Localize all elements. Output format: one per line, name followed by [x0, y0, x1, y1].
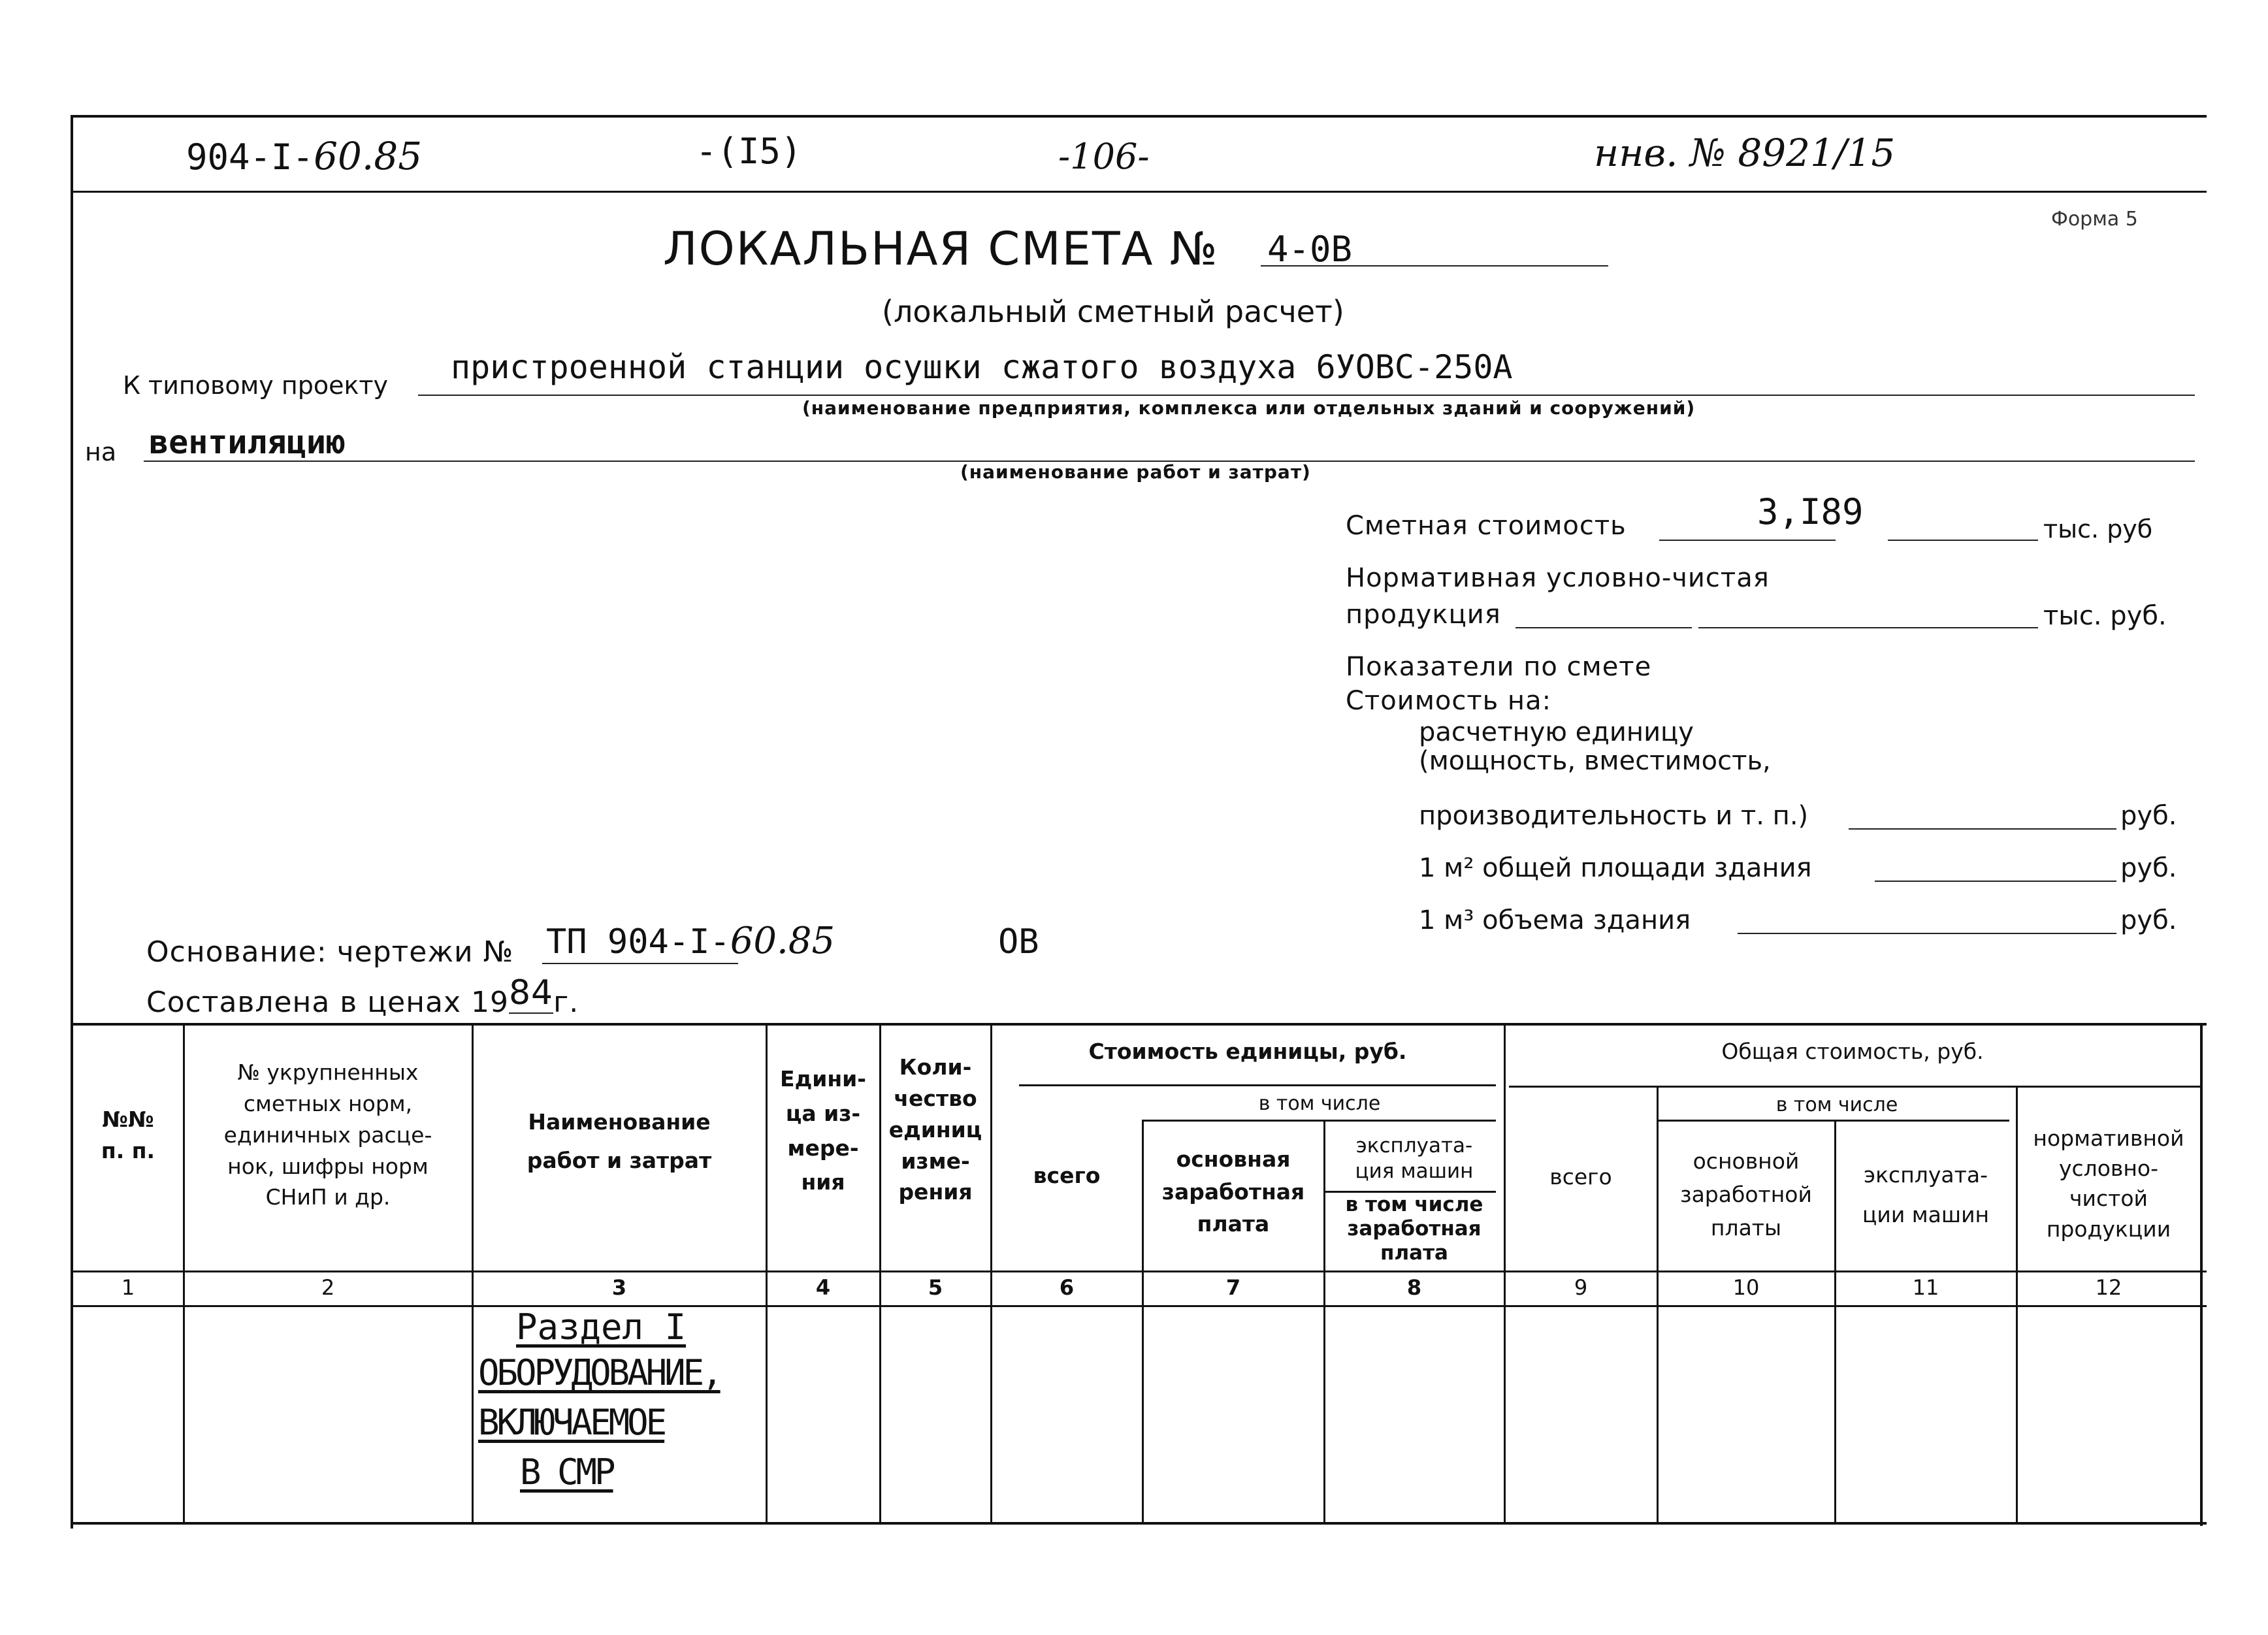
colnum-3: 3 — [611, 1275, 627, 1300]
header-col-12: нормативной условно- чистой продукции — [2033, 1125, 2184, 1242]
left-border — [71, 115, 73, 1529]
header-col-9: всего — [1549, 1164, 1612, 1190]
unit-item-line — [1849, 828, 2116, 830]
colnum-5: 5 — [928, 1275, 943, 1300]
header-col-3: Наименование работ и затрат — [526, 1109, 712, 1174]
colnum-11: 11 — [1912, 1275, 1939, 1300]
form-label: Форма 5 — [2051, 208, 2138, 231]
header-col-6: всего — [1033, 1163, 1101, 1188]
header-col-10: основной заработной платы — [1680, 1148, 1812, 1241]
project-code: 904-I-60.85 — [186, 134, 423, 178]
colnum-6: 6 — [1059, 1275, 1075, 1300]
estimated-cost-line — [1659, 540, 1836, 541]
unit-including-line — [1142, 1120, 1496, 1122]
project-caption: (наименование предприятия, комплекса или отдельных зданий и сооружений) — [802, 397, 1696, 419]
total-including-line — [1657, 1120, 2009, 1122]
page-title: ЛОКАЛЬНАЯ СМЕТА № — [663, 222, 1219, 276]
work-value: вентиляцию — [149, 423, 346, 461]
unit-item-unit: руб. — [2120, 801, 2177, 831]
volume-item-line — [1738, 933, 2116, 934]
sheet-number: -(I5) — [696, 131, 802, 172]
table-bottom-border — [72, 1522, 2207, 1525]
estimated-cost-value: 3,I89 — [1757, 491, 1864, 532]
unit-cost-group-line — [1019, 1084, 1496, 1086]
estimate-number: 4-0В — [1267, 229, 1353, 270]
top-border — [72, 115, 2207, 118]
header-unit-cost-group: Стоимость единицы, руб. — [1088, 1039, 1407, 1064]
header-col-8-top: эксплуата- ция машин — [1355, 1134, 1474, 1183]
work-label: на — [85, 438, 117, 466]
estimated-cost-label: Сметная стоимость — [1346, 511, 1627, 541]
colnum-12: 12 — [2095, 1275, 2122, 1300]
unit-item-3: производительность и т. п.) — [1419, 801, 1809, 831]
normative-line-2 — [1698, 627, 2038, 628]
col-divider-8 — [1504, 1023, 1506, 1522]
page-subtitle: (локальный сметный расчет) — [882, 294, 1344, 329]
header-unit-including: в том числе — [1258, 1092, 1381, 1115]
drawing-suffix: ОВ — [998, 922, 1039, 962]
table-top-border — [72, 1023, 2207, 1026]
table-right-border — [2200, 1023, 2203, 1526]
colnum-2: 2 — [321, 1275, 335, 1300]
prices-label: Составлена в ценах 1984г. — [146, 973, 579, 1019]
header-bottom-border — [72, 1271, 2207, 1272]
header-total-including: в том числе — [1775, 1093, 1898, 1116]
header-col-7: основная заработная плата — [1161, 1146, 1305, 1237]
estimated-cost-unit: тыс. руб — [2043, 515, 2153, 543]
header-col-4: Едини- ца из- мере- ния — [780, 1066, 866, 1195]
area-item: 1 м² общей площади здания — [1419, 853, 1812, 883]
colnum-1: 1 — [121, 1275, 135, 1300]
estimate-number-line — [1261, 265, 1608, 267]
header-col-8-bottom: в том числе заработная плата — [1345, 1193, 1483, 1265]
project-value: пристроенной станции осушки сжатого воздуха 6УОВС-250А — [451, 348, 1513, 386]
header-divider — [72, 191, 2207, 193]
header-total-cost-group: Общая стоимость, руб. — [1721, 1039, 1984, 1064]
area-item-unit: руб. — [2120, 853, 2177, 883]
colnum-9: 9 — [1574, 1275, 1588, 1300]
indicators-label: Показатели по смете — [1346, 652, 1652, 682]
normative-label-2: продукция — [1346, 600, 1501, 630]
header-col-1: №№ п. п. — [101, 1107, 155, 1163]
col-divider-5 — [990, 1023, 992, 1522]
basis-label: Основание: чертежи № — [146, 935, 514, 969]
colnum-10: 10 — [1732, 1275, 1760, 1300]
section-title-1: Раздел I — [516, 1306, 687, 1348]
estimated-cost-line-2 — [1888, 540, 2038, 541]
normative-line-1 — [1515, 627, 1692, 628]
unit-item-2: (мощность, вместимость, — [1419, 746, 1771, 776]
unit-item-1: расчетную единицу — [1419, 717, 1694, 747]
page-number: -106- — [1058, 136, 1150, 177]
total-cost-group-line — [1509, 1086, 2200, 1088]
area-item-line — [1875, 881, 2116, 882]
section-title-3: ВКЛЮЧАЕМОЕ — [478, 1402, 665, 1443]
cost-per-label: Стоимость на: — [1346, 686, 1552, 716]
normative-label-1: Нормативная условно-чистая — [1346, 563, 1770, 593]
header-col-5: Коли- чество единиц изме- рения — [888, 1054, 982, 1205]
volume-item-unit: руб. — [2120, 905, 2177, 935]
drawing-code-line — [542, 963, 738, 964]
colnum-7: 7 — [1225, 1275, 1241, 1300]
header-col-2: № укрупненных сметных норм, единичных расце- нок, шифры норм СНиП и др. — [223, 1060, 432, 1210]
inventory-number: ннв. № 8921/15 — [1594, 131, 1896, 175]
section-title-2: ОБОРУДОВАНИЕ, — [478, 1352, 721, 1393]
colnum-bottom-border — [72, 1305, 2207, 1307]
volume-item: 1 м³ объема здания — [1419, 905, 1691, 935]
drawing-code: ТП 904-I-60.85 — [546, 920, 835, 962]
header-col-11: эксплуата- ции машин — [1862, 1162, 1990, 1228]
work-caption: (наименование работ и затрат) — [960, 461, 1311, 483]
colnum-8: 8 — [1406, 1275, 1422, 1300]
section-title-4: В СМР — [520, 1451, 613, 1493]
colnum-4: 4 — [815, 1275, 831, 1300]
col-divider-2 — [472, 1023, 474, 1522]
project-label: К типовому проекту — [123, 371, 389, 400]
project-line — [418, 395, 2195, 396]
normative-unit: тыс. руб. — [2043, 601, 2167, 631]
